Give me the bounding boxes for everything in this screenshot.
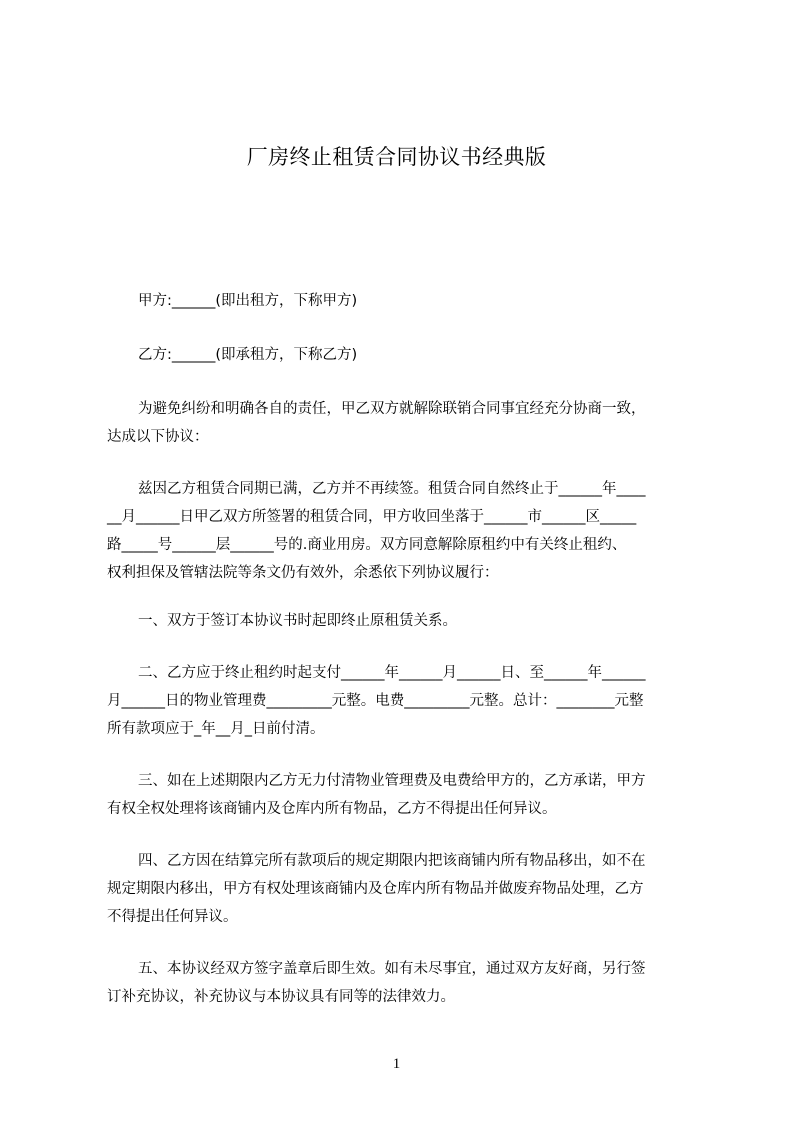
clause-2-line: 二、乙方应于终止租约时起支付______年______月______日、至______年______	[138, 665, 646, 681]
preamble-line: 为避免纠纷和明确各自的责任，甲乙双方就解除联销合同事宜经充分协商一致，	[138, 401, 646, 417]
clause-3-line: 有权全权处理将该商铺内及仓库内所有物品，乙方不得提出任何异议。	[107, 801, 557, 817]
background-line: 权利担保及管辖法院等条文仍有效外，余悉依下列协议履行：	[107, 565, 499, 581]
document-title: 厂房终止租赁合同协议书经典版	[246, 145, 547, 169]
party-a-line: 甲方:______(即出租方，下称甲方)	[138, 293, 358, 309]
clause-1-line: 一、双方于签订本协议书时起即终止原租赁关系。	[138, 613, 457, 629]
party-b-line: 乙方:______(即承租方，下称乙方)	[138, 347, 358, 363]
page-number: 1	[392, 1056, 401, 1072]
clause-4-line: 四、乙方因在结算完所有款项后的规定期限内把该商铺内所有物品移出，如不在	[138, 853, 646, 869]
clause-5-line: 五、本协议经双方签字盖章后即生效。如有未尽事宜，通过双方友好商，另行签	[138, 961, 646, 977]
clause-2-line: 月______日的物业管理费_________元整。电费_________元整。总计：________元整	[107, 693, 644, 709]
clause-5-line: 订补充协议，补充协议与本协议具有同等的法律效力。	[107, 989, 455, 1005]
background-line: 路_____号______层______号的.商业用房。双方同意解除原租约中有关终止租约、	[107, 537, 627, 553]
clause-2-line: 所有款项应于_年__月_日前付清。	[107, 721, 325, 737]
preamble-line: 达成以下协议：	[107, 429, 209, 445]
clause-4-line: 规定期限内移出，甲方有权处理该商铺内及仓库内所有物品并做废弃物品处理，乙方	[107, 881, 644, 897]
clause-3-line: 三、如在上述期限内乙方无力付清物业管理费及电费给甲方的，乙方承诺，甲方	[138, 773, 646, 789]
background-line: 兹因乙方租赁合同期已满，乙方并不再续签。租赁合同自然终止于______年____	[138, 481, 646, 497]
background-line: __月______日甲乙双方所签署的租赁合同，甲方收回坐落于______市______区_____	[107, 509, 637, 525]
clause-4-line: 不得提出任何异议。	[107, 909, 238, 925]
